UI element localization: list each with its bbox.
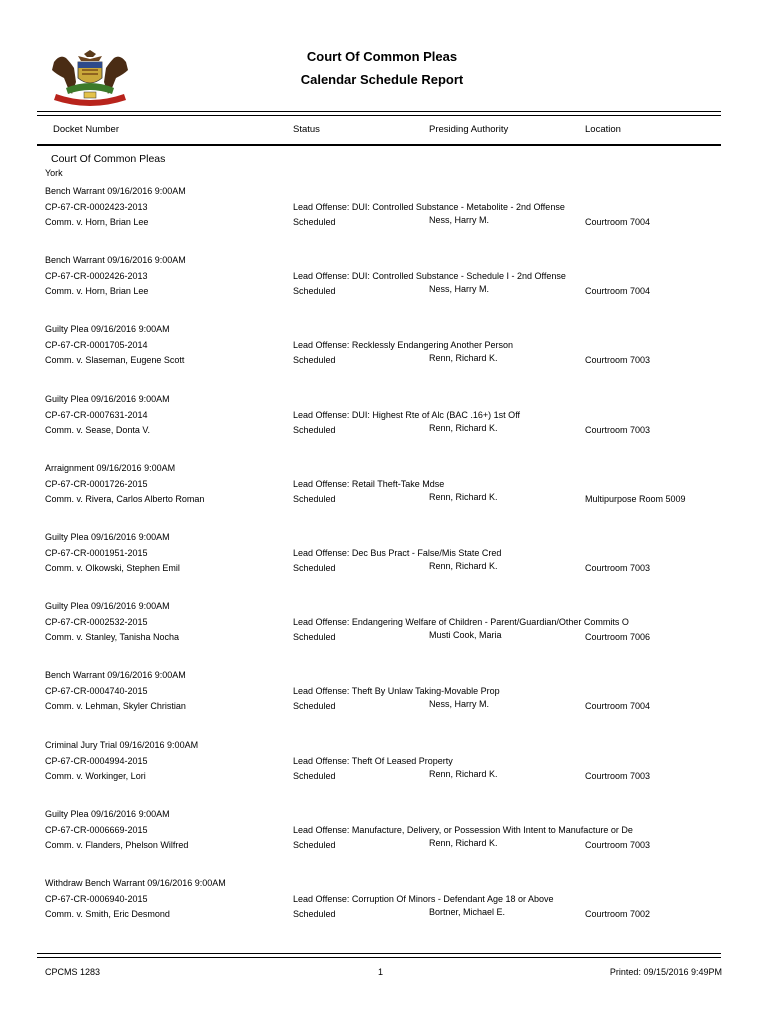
case-event: Guilty Plea 09/16/2016 9:00AM	[45, 809, 170, 819]
case-status: Scheduled	[293, 563, 336, 573]
case-entry	[0, 324, 768, 384]
case-status: Scheduled	[293, 494, 336, 504]
column-header-location: Location	[585, 124, 621, 135]
column-header-rule	[37, 144, 721, 146]
case-event: Bench Warrant 09/16/2016 9:00AM	[45, 255, 186, 265]
case-caption: Comm. v. Flanders, Phelson Wilfred	[45, 840, 189, 850]
case-presiding-authority: Renn, Richard K.	[429, 838, 498, 848]
case-entry	[0, 601, 768, 661]
case-caption: Comm. v. Smith, Eric Desmond	[45, 909, 170, 919]
footer-rule-2	[37, 957, 721, 958]
case-status: Scheduled	[293, 355, 336, 365]
case-location: Courtroom 7003	[585, 771, 651, 781]
case-location: Courtroom 7002	[585, 909, 651, 919]
case-presiding-authority: Renn, Richard K.	[429, 769, 498, 779]
case-presiding-authority: Renn, Richard K.	[429, 492, 498, 502]
case-caption: Comm. v. Horn, Brian Lee	[45, 286, 149, 296]
case-status: Scheduled	[293, 771, 336, 781]
case-event: Arraignment 09/16/2016 9:00AM	[45, 463, 176, 473]
header-rule-top	[37, 111, 721, 112]
case-status: Scheduled	[293, 217, 336, 227]
case-docket-number: CP-67-CR-0006669-2015	[45, 825, 148, 835]
case-location: Courtroom 7006	[585, 632, 651, 642]
case-docket-number: CP-67-CR-0002426-2013	[45, 271, 148, 281]
footer-rule-1	[37, 953, 721, 954]
case-caption: Comm. v. Workinger, Lori	[45, 771, 146, 781]
case-docket-number: CP-67-CR-0001951-2015	[45, 548, 148, 558]
case-docket-number: CP-67-CR-0002423-2013	[45, 202, 148, 212]
case-lead-offense: Lead Offense: Theft Of Leased Property	[293, 756, 453, 766]
case-lead-offense: Lead Offense: Dec Bus Pract - False/Mis State Cred	[293, 548, 502, 558]
report-subtitle: Calendar Schedule Report	[300, 72, 464, 87]
case-location: Courtroom 7004	[585, 701, 651, 711]
case-location: Courtroom 7004	[585, 286, 651, 296]
case-event: Withdraw Bench Warrant 09/16/2016 9:00AM	[45, 878, 226, 888]
case-entry	[0, 394, 768, 454]
case-caption: Comm. v. Horn, Brian Lee	[45, 217, 149, 227]
case-lead-offense: Lead Offense: DUI: Controlled Substance - Schedule I - 2nd Offense	[293, 271, 566, 281]
case-entry	[0, 532, 768, 592]
case-event: Bench Warrant 09/16/2016 9:00AM	[45, 670, 186, 680]
case-status: Scheduled	[293, 286, 336, 296]
column-header-authority: Presiding Authority	[429, 124, 509, 135]
case-location: Courtroom 7003	[585, 563, 651, 573]
case-docket-number: CP-67-CR-0001705-2014	[45, 340, 148, 350]
case-lead-offense: Lead Offense: Endangering Welfare of Children - Parent/Guardian/Other Commits O	[293, 617, 629, 627]
case-entry	[0, 809, 768, 869]
case-event: Guilty Plea 09/16/2016 9:00AM	[45, 532, 170, 542]
case-lead-offense: Lead Offense: Corruption Of Minors - Defendant Age 18 or Above	[293, 894, 554, 904]
case-presiding-authority: Ness, Harry M.	[429, 215, 490, 225]
footer-page-number: 1	[378, 967, 384, 977]
column-header-status: Status	[293, 124, 320, 135]
case-caption: Comm. v. Rivera, Carlos Alberto Roman	[45, 494, 205, 504]
case-entry	[0, 463, 768, 523]
case-entry	[0, 878, 768, 938]
case-docket-number: CP-67-CR-0006940-2015	[45, 894, 148, 904]
footer-printed-timestamp: Printed: 09/15/2016 9:49PM	[609, 967, 722, 977]
case-caption: Comm. v. Lehman, Skyler Christian	[45, 701, 186, 711]
case-caption: Comm. v. Slaseman, Eugene Scott	[45, 355, 185, 365]
case-lead-offense: Lead Offense: Theft By Unlaw Taking-Movable Prop	[293, 686, 500, 696]
case-lead-offense: Lead Offense: Retail Theft-Take Mdse	[293, 479, 445, 489]
case-lead-offense: Lead Offense: Recklessly Endangering Another Person	[293, 340, 513, 350]
case-presiding-authority: Musti Cook, Maria	[429, 630, 502, 640]
case-location: Courtroom 7003	[585, 425, 651, 435]
case-status: Scheduled	[293, 840, 336, 850]
footer-form-id: CPCMS 1283	[45, 967, 101, 977]
case-entry	[0, 255, 768, 315]
court-section-heading: Court Of Common Pleas	[51, 153, 166, 165]
county-label: York	[45, 168, 63, 178]
case-location: Multipurpose Room 5009	[585, 494, 686, 504]
case-presiding-authority: Ness, Harry M.	[429, 699, 490, 709]
case-presiding-authority: Ness, Harry M.	[429, 284, 490, 294]
case-location: Courtroom 7003	[585, 840, 651, 850]
case-event: Guilty Plea 09/16/2016 9:00AM	[45, 324, 170, 334]
case-docket-number: CP-67-CR-0004994-2015	[45, 756, 148, 766]
case-location: Courtroom 7004	[585, 217, 651, 227]
case-event: Guilty Plea 09/16/2016 9:00AM	[45, 394, 170, 404]
case-docket-number: CP-67-CR-0007631-2014	[45, 410, 148, 420]
case-status: Scheduled	[293, 909, 336, 919]
case-presiding-authority: Bortner, Michael E.	[429, 907, 506, 917]
case-lead-offense: Lead Offense: DUI: Highest Rte of Alc (BAC .16+) 1st Off	[293, 410, 521, 420]
case-presiding-authority: Renn, Richard K.	[429, 423, 498, 433]
case-docket-number: CP-67-CR-0002532-2015	[45, 617, 148, 627]
case-lead-offense: Lead Offense: Manufacture, Delivery, or Possession With Intent to Manufacture or De	[293, 825, 633, 835]
header-rule-top-2	[37, 115, 721, 116]
case-caption: Comm. v. Olkowski, Stephen Emil	[45, 563, 180, 573]
case-entry	[0, 670, 768, 730]
case-event: Bench Warrant 09/16/2016 9:00AM	[45, 186, 186, 196]
case-entry	[0, 740, 768, 800]
case-location: Courtroom 7003	[585, 355, 651, 365]
case-docket-number: CP-67-CR-0004740-2015	[45, 686, 148, 696]
case-presiding-authority: Renn, Richard K.	[429, 353, 498, 363]
case-event: Guilty Plea 09/16/2016 9:00AM	[45, 601, 170, 611]
case-status: Scheduled	[293, 701, 336, 711]
case-docket-number: CP-67-CR-0001726-2015	[45, 479, 148, 489]
case-caption: Comm. v. Stanley, Tanisha Nocha	[45, 632, 180, 642]
case-caption: Comm. v. Sease, Donta V.	[45, 425, 151, 435]
case-lead-offense: Lead Offense: DUI: Controlled Substance - Metabolite - 2nd Offense	[293, 202, 565, 212]
case-event: Criminal Jury Trial 09/16/2016 9:00AM	[45, 740, 199, 750]
case-status: Scheduled	[293, 425, 336, 435]
column-header-docket: Docket Number	[53, 124, 119, 135]
case-entry	[0, 186, 768, 246]
report-court-title: Court Of Common Pleas	[306, 49, 458, 64]
case-status: Scheduled	[293, 632, 336, 642]
case-presiding-authority: Renn, Richard K.	[429, 561, 498, 571]
